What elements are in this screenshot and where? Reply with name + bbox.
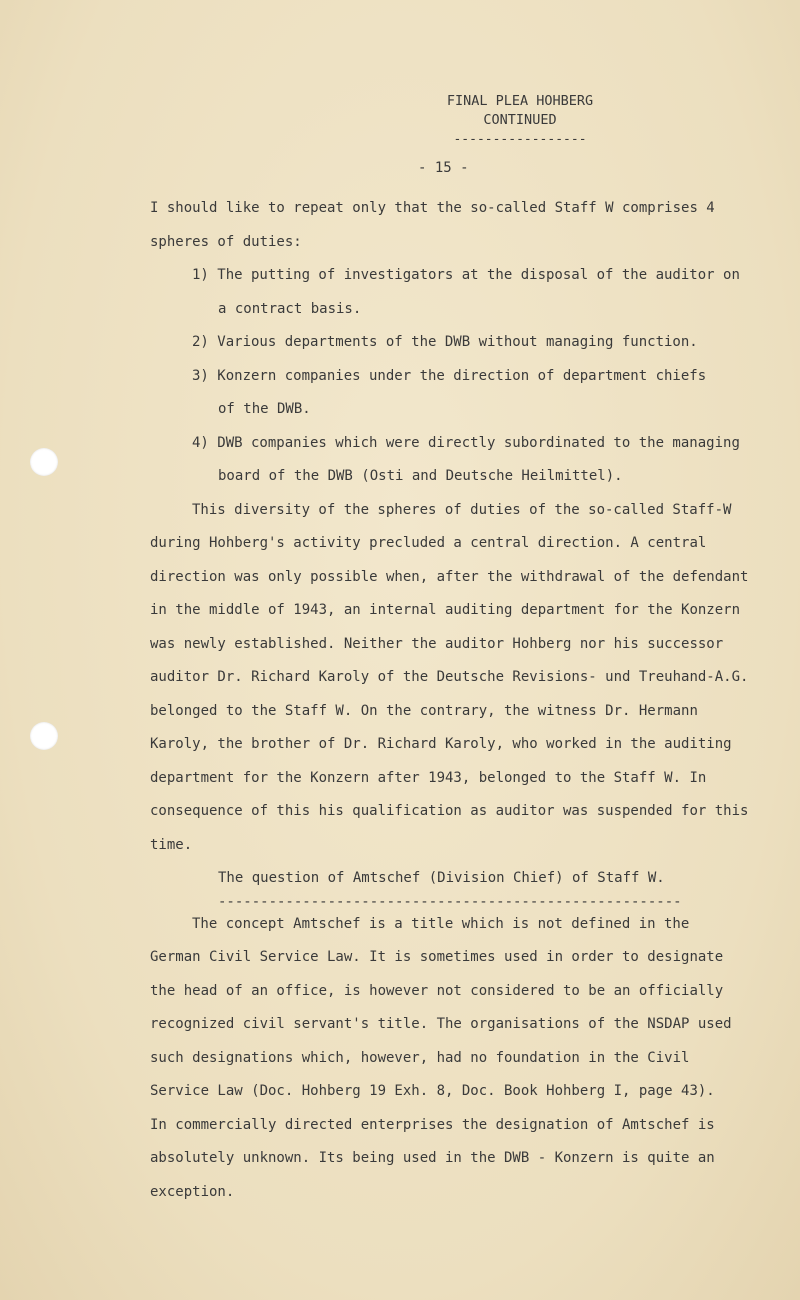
list-item-text: 2) Various departments of the DWB without managing function. (192, 334, 698, 350)
paragraph-line: was newly established. Neither the auditor Hohberg nor his successor (150, 635, 724, 652)
paragraph-line: exception. (150, 1183, 235, 1200)
section-heading-rule: ------------------------------------------------------- (218, 895, 682, 908)
list-item-text: 3) Konzern companies under the direction of department chiefs (192, 367, 707, 384)
intro-line: spheres of duties: (150, 233, 302, 250)
section-heading: The question of Amtschef (Division Chief) of Staff W. (218, 870, 665, 886)
paragraph-line: recognized civil servant's title. The organisations of the NSDAP used (150, 1016, 732, 1032)
list-item (150, 360, 760, 427)
paragraph-line: consequence of this his qualification as auditor was suspended for this (150, 803, 749, 819)
punch-hole (30, 448, 58, 476)
list-item-text: board of the DWB (Osti and Deutsche Heilmittel). (218, 468, 623, 484)
paragraph-line: the head of an office, is however not considered to be an officially (150, 982, 724, 999)
paragraph-line: belonged to the Staff W. On the contrary, the witness Dr. Hermann (150, 702, 698, 719)
paragraph-line: In commercially directed enterprises the designation of Amtschef is (150, 1116, 715, 1133)
punch-hole (30, 722, 58, 750)
paragraph-line: Service Law (Doc. Hohberg 19 Exh. 8, Doc. Book Hohberg I, page 43). (150, 1083, 715, 1099)
paragraph-line: such designations which, however, had no foundation in the Civil (150, 1049, 690, 1066)
list-item-text: a contract basis. (218, 300, 362, 317)
paragraph-line: time. (150, 836, 193, 853)
intro-line: I should like to repeat only that the so-called Staff W comprises 4 (150, 200, 715, 216)
header-rule: ----------------- (453, 132, 587, 147)
list-item-text: of the DWB. (218, 401, 311, 417)
paragraph-line: direction was only possible when, after the withdrawal of the defendant (150, 568, 749, 585)
list-item-text: 4) DWB companies which were directly subordinated to the managing (192, 434, 740, 451)
paragraph-line: in the middle of 1943, an internal auditing department for the Konzern (150, 602, 741, 618)
document-body (150, 192, 760, 1209)
paragraph-line: The concept Amtschef is a title which is not defined in the (192, 915, 690, 932)
list-item-text: 1) The putting of investigators at the disposal of the auditor on (192, 267, 740, 283)
list-item (150, 326, 760, 360)
paragraph-line: absolutely unknown. Its being used in the DWB - Konzern is quite an (150, 1150, 715, 1166)
list-item (150, 427, 760, 494)
paragraph-line: German Civil Service Law. It is sometimes used in order to designate (150, 949, 724, 965)
page-number: - 15 - (418, 160, 469, 176)
paragraph-line: This diversity of the spheres of duties of the so-called Staff-W (192, 501, 732, 518)
list-item (150, 259, 760, 326)
header-title: FINAL PLEA HOHBERG (446, 93, 594, 109)
paragraph-line: during Hohberg's activity precluded a central direction. A central (150, 535, 707, 551)
paragraph-line: auditor Dr. Richard Karoly of the Deutsche Revisions- und Treuhand-A.G. (150, 669, 749, 685)
document-header (420, 92, 620, 149)
paragraph-line: Karoly, the brother of Dr. Richard Karoly, who worked in the auditing (150, 736, 732, 752)
header-subtitle: CONTINUED (483, 112, 557, 128)
paragraph-line: department for the Konzern after 1943, belonged to the Staff W. In (150, 769, 707, 786)
